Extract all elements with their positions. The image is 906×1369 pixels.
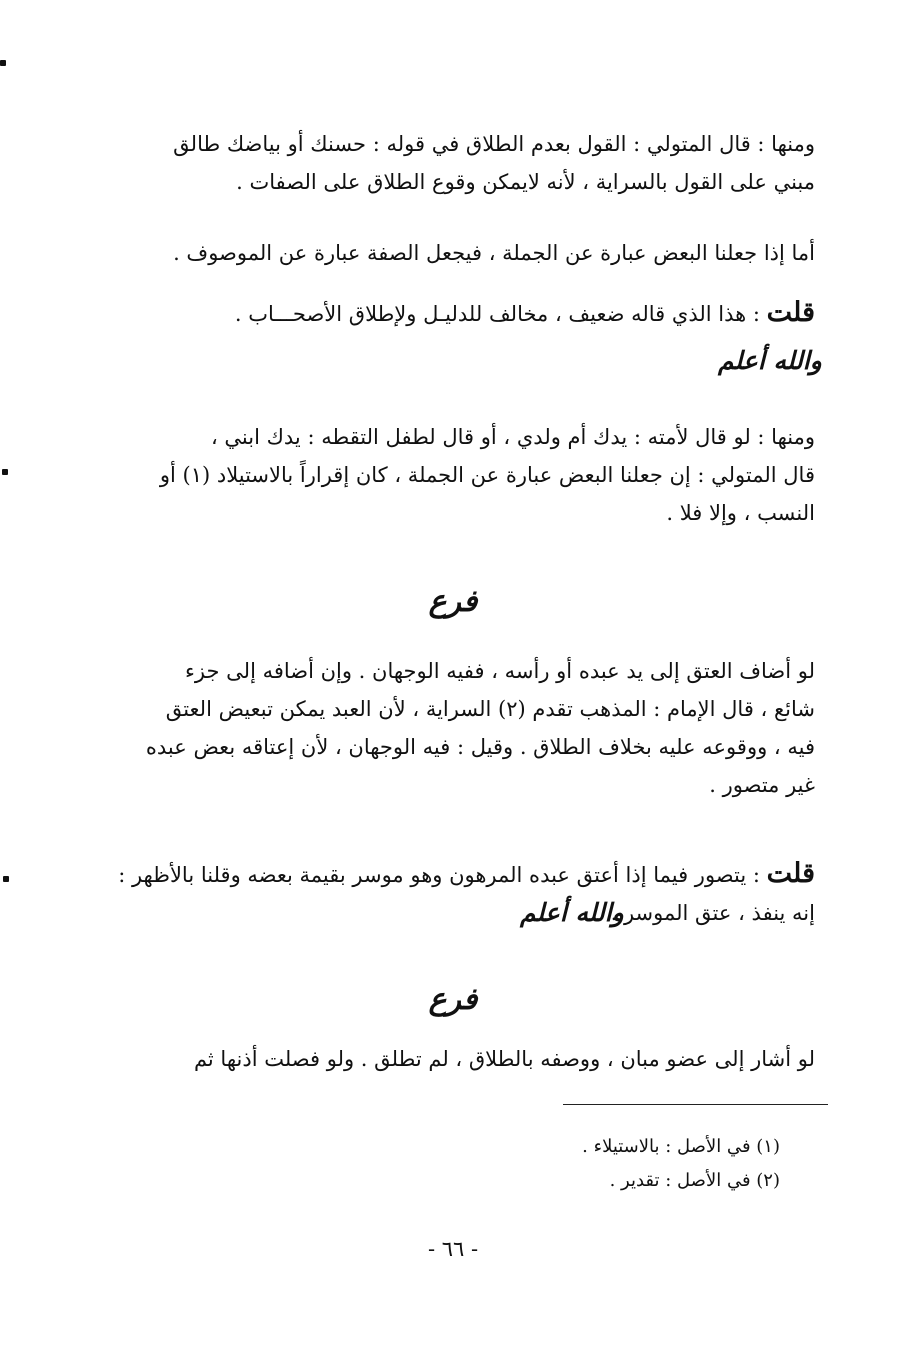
text-line: ومنها : لو قال لأمته : يدك أم ولدي ، أو قال لطفل التقطه : يدك ابني ، — [210, 425, 815, 449]
lead-word: قلت — [766, 858, 815, 889]
text-line: ومنها : قال المتولي : القول بعدم الطلاق في قوله : حسنك أو بياضك طالق — [173, 132, 815, 156]
text-line: لو أضاف العتق إلى يد عبده أو رأسه ، ففيه الوجهان . وإن أضافه إلى جزء — [185, 659, 815, 683]
text-line — [80, 294, 815, 333]
text-line: شائع ، قال الإمام : المذهب تقدم (٢) السراية ، لأن العبد يمكن تبعيض العتق — [165, 697, 815, 721]
text-span: : يتصور فيما إذا أعتق عبده المرهون وهو موسر بقيمة بعضه وقلنا بالأظهر : — [118, 863, 760, 887]
paragraph — [80, 652, 815, 804]
text-line: إنه ينفذ ، عتق الموسر . — [610, 901, 815, 925]
paragraph — [80, 294, 815, 333]
text-line: لو أشار إلى عضو مبان ، ووصفه بالطلاق ، لم تطلق . ولو فصلت أذنها ثم — [193, 1047, 815, 1071]
scan-mark — [2, 469, 8, 475]
footnote: (٢) في الأصل : تقدير . — [609, 1170, 780, 1191]
text-line: النسب ، وإلا فلا . — [666, 501, 815, 525]
scan-mark — [3, 876, 9, 882]
text-line: مبني على القول بالسراية ، لأنه لايمكن وقوع الطلاق على الصفات . — [236, 170, 815, 194]
text-line: غير متصور . — [709, 773, 815, 797]
text-line — [80, 855, 815, 894]
page-number: - ٦٦ - — [427, 1237, 479, 1261]
footnote-separator — [563, 1104, 828, 1105]
section-heading: فرع — [428, 584, 478, 619]
text-line: فيه ، ووقوعه عليه بخلاف الطلاق . وقيل : فيه الوجهان ، لأن إعتاقه بعض عبده — [145, 735, 815, 759]
text-line: أما إذا جعلنا البعض عبارة عن الجملة ، فيجعل الصفة عبارة عن الموصوف . — [173, 241, 815, 265]
lead-word: قلت — [766, 297, 815, 328]
paragraph — [80, 855, 815, 932]
closing-signature: والله أعلم — [718, 346, 822, 375]
text-line: قال المتولي : إن جعلنا البعض عبارة عن الجملة ، كان إقراراً بالاستيلاد (١) أو — [159, 463, 815, 487]
text-span: : هذا الذي قاله ضعيف ، مخالف للدليـل ولإطلاق الأصحـــاب . — [234, 302, 760, 326]
paragraph — [80, 125, 815, 201]
paragraph — [80, 1040, 815, 1078]
section-heading: فرع — [428, 982, 478, 1017]
paragraph — [80, 418, 815, 532]
closing-signature: والله أعلم — [520, 898, 624, 927]
scan-mark — [0, 60, 6, 66]
paragraph — [80, 234, 815, 272]
footnote: (١) في الأصل : بالاستيلاء . — [582, 1136, 780, 1157]
